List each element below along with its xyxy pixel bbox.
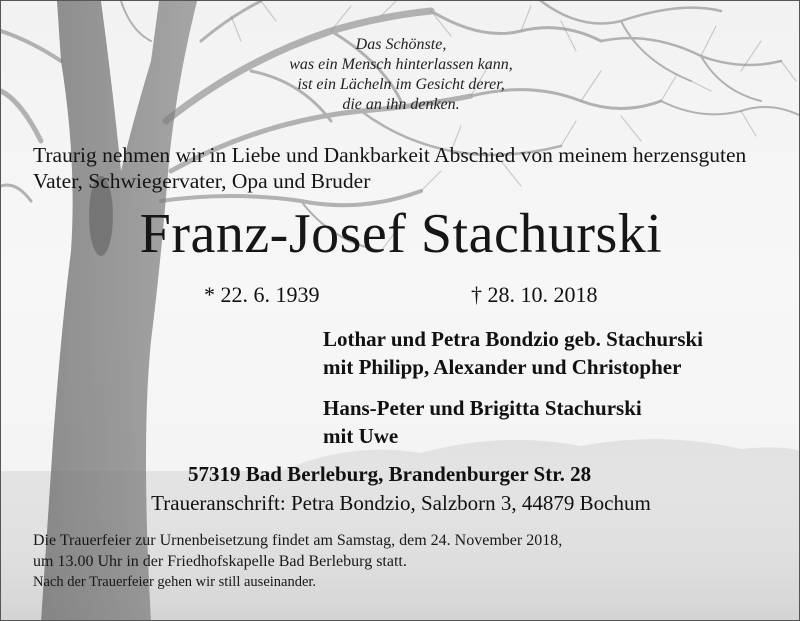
intro-line: Vater, Schwiegervater, Opa und Bruder <box>33 169 371 193</box>
birth-date: * 22. 6. 1939 <box>204 282 320 307</box>
family-group-1 <box>323 325 703 381</box>
family-line: mit Philipp, Alexander und Christopher <box>323 355 682 379</box>
poem-line: die an ihn denken. <box>342 96 460 113</box>
death-date: † 28. 10. 2018 <box>471 282 598 307</box>
memorial-poem <box>1 35 800 115</box>
ceremony-line: um 13.00 Uhr in der Friedhofskapelle Bad Berleburg statt. <box>33 553 407 570</box>
family-group-2 <box>323 394 642 450</box>
family-line: Lothar und Petra Bondzio geb. Stachurski <box>323 327 703 351</box>
poem-line: ist ein Lächeln im Gesicht derer, <box>297 76 505 93</box>
poem-line: was ein Mensch hinterlassen kann, <box>289 56 513 73</box>
closing-note: Nach der Trauerfeier gehen wir still auseinander. <box>33 574 317 590</box>
mourning-address: Traueranschrift: Petra Bondzio, Salzborn 3, 44879 Bochum <box>151 491 651 515</box>
poem-line: Das Schönste, <box>355 36 447 53</box>
intro-text <box>33 142 746 194</box>
deceased-name: Franz-Josef Stachurski <box>139 203 663 265</box>
intro-line: Traurig nehmen wir in Liebe und Dankbarkeit Abschied von meinem herzensguten <box>33 143 747 167</box>
family-line: Hans-Peter und Brigitta Stachurski <box>323 396 642 420</box>
family-line: mit Uwe <box>323 424 399 448</box>
ceremony-line: Die Trauerfeier zur Urnenbeisetzung findet am Samstag, dem 24. November 2018, <box>33 532 563 549</box>
home-address: 57319 Bad Berleburg, Brandenburger Str. 28 <box>188 462 592 486</box>
ceremony-info <box>33 530 562 593</box>
